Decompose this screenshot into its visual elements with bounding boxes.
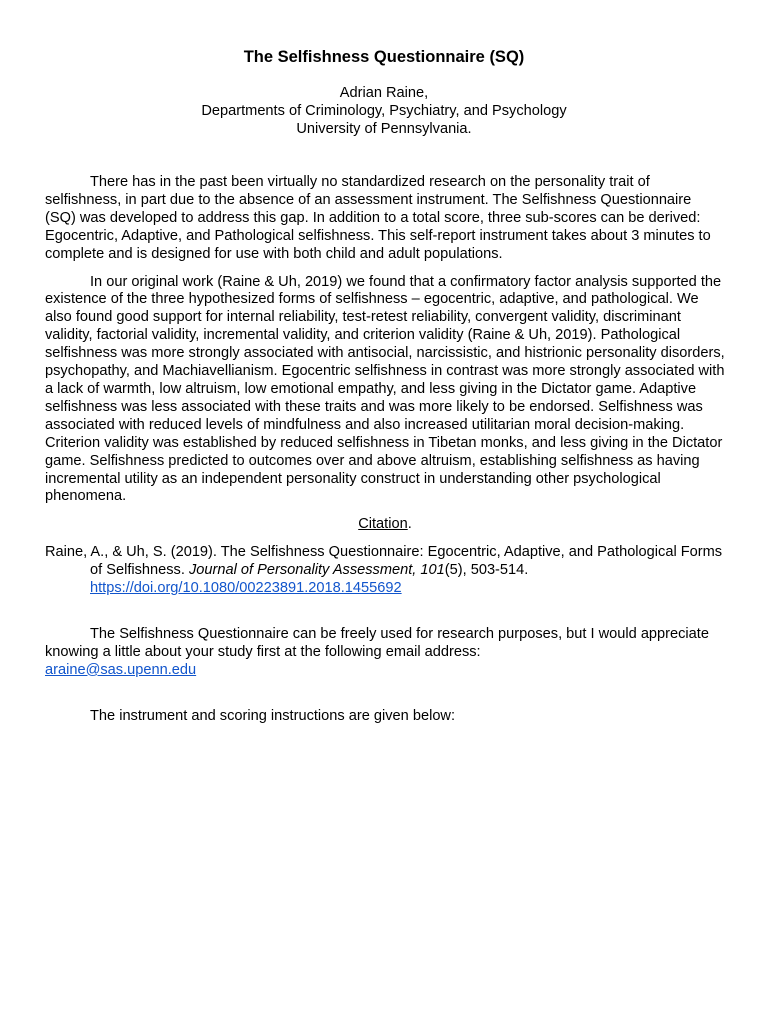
- citation-heading: [45, 516, 725, 534]
- intro-paragraph: There has in the past been virtually no standardized research on the personality trait of selfishness, in part due to the absence of an assessment instrument. The Selfishness Questionnaire (SQ) was developed to address this gap. In addition to a total score, three sub-scores can be derived: Egocentric, Adaptive, and Pathological selfishness. This self-report instrument takes about 3 minutes to complete and is designed for use with both child and adult populations.: [45, 174, 711, 262]
- findings-paragraph: In our original work (Raine & Uh, 2019) we found that a confirmatory factor analysis supported the existence of the three hypothesized forms of selfishness – egocentric, adaptive, and pathological. We also found good support for internal reliability, test-retest reliability, convergent validity, discriminant validity, factorial validity, incremental validity, and criterion validity (Raine & Uh, 2019). Pathological selfishness was more strongly associated with antisocial, narcissistic, and histrionic personality disorders, psychopathy, and Machiavellianism. Egocentric selfishness in contrast was more strongly associated with a lack of warmth, low altruism, low emotional empathy, and less giving in the Dictator game. Adaptive selfishness was less associated with these traits and was more likely to be endorsed. Selfishness was associated with reduced levels of mindfulness and also increased utilitarian moral decision-making. Criterion validity was established by reduced selfishness in Tibetan monks, and less giving in the Dictator game. Selfishness predicted to outcomes over and above altruism, establishing selfishness as having incremental utility as an independent personality construct in understanding other psychological phenomena.: [45, 273, 725, 505]
- instrument-paragraph: The instrument and scoring instructions are given below:: [90, 707, 456, 724]
- reference-issue-pages: (5), 503-514.: [444, 562, 529, 579]
- reference-entry: [45, 544, 725, 598]
- usage-text: The Selfishness Questionnaire can be freely used for research purposes, but I would appreciate knowing a little about your study first at the following email address:: [45, 625, 709, 660]
- citation-heading-period: .: [407, 516, 412, 533]
- usage-paragraph: [45, 626, 725, 680]
- author-university: University of Pennsylvania.: [296, 120, 472, 137]
- document-body: [45, 174, 725, 726]
- reference-journal: Journal of Personality Assessment, 101: [188, 562, 445, 579]
- reference-authors-title: Raine, A., & Uh, S. (2019). The Selfishness Questionnaire: Egocentric, Adaptive, and Pathological Forms of Selfishness.: [45, 544, 723, 579]
- author-name: Adrian Raine,: [339, 85, 429, 101]
- doi-link[interactable]: https://doi.org/10.1080/00223891.2018.1455692: [90, 580, 402, 597]
- author-block: [0, 85, 768, 138]
- author-departments: Departments of Criminology, Psychiatry, and Psychology: [201, 102, 567, 119]
- email-link[interactable]: araine@sas.upenn.edu: [45, 661, 197, 678]
- document-title: The Selfishness Questionnaire (SQ): [243, 48, 525, 66]
- citation-heading-text: Citation: [358, 516, 408, 533]
